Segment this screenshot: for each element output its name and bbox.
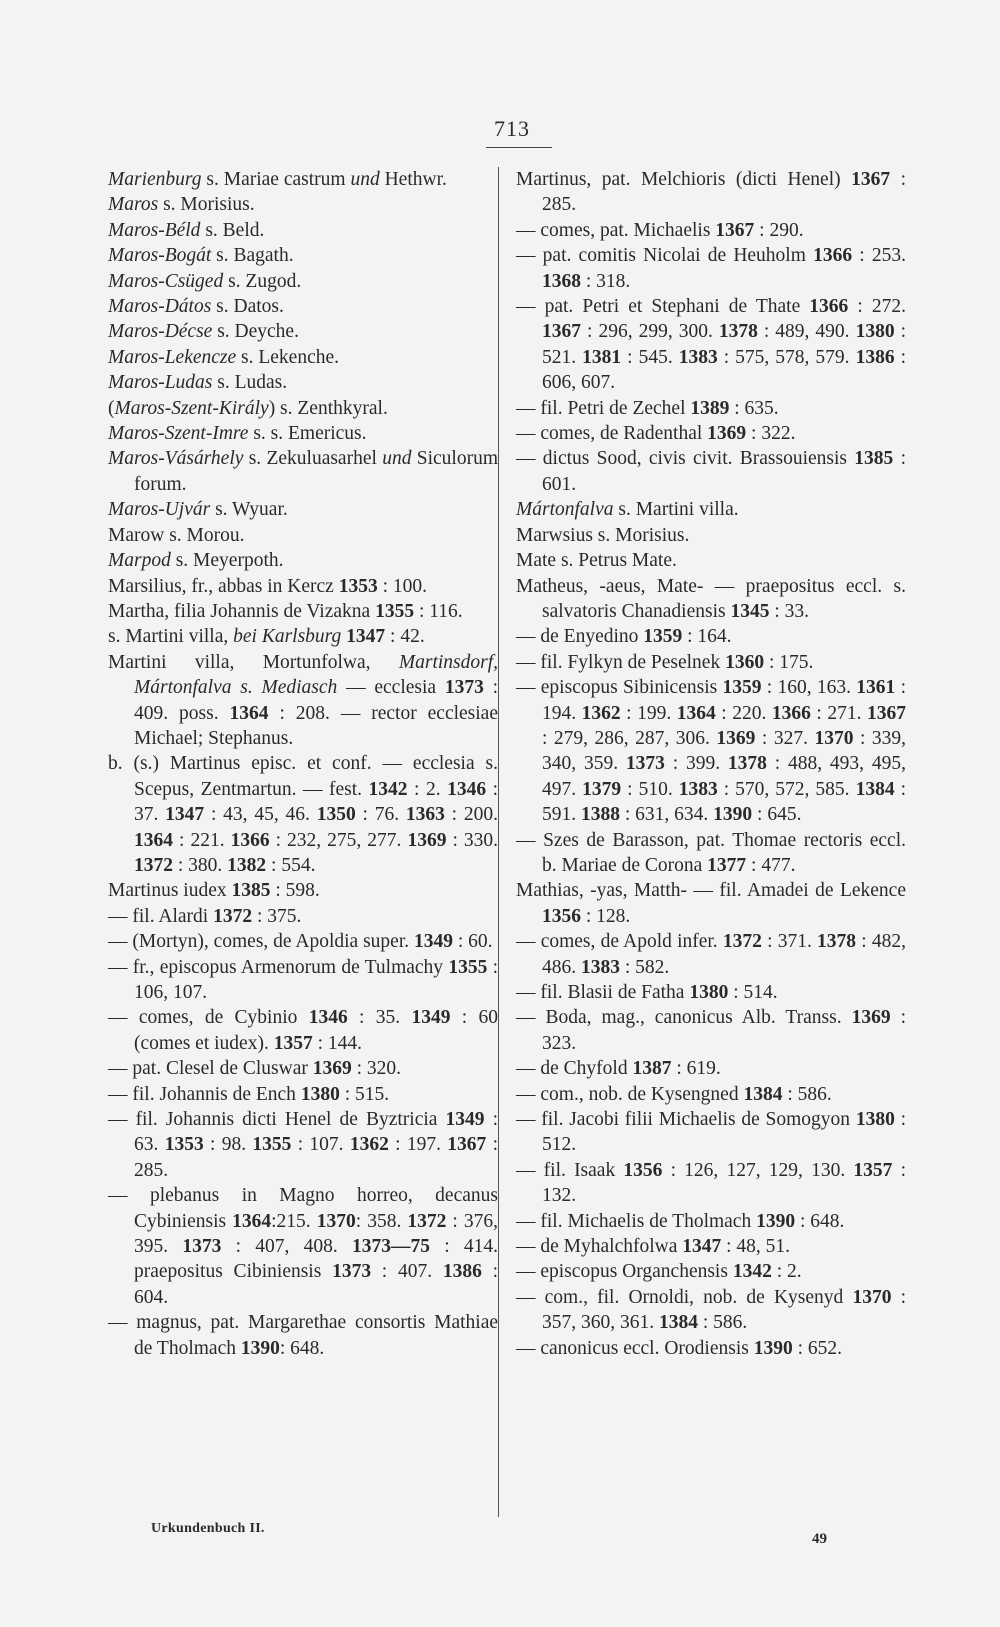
left-column — [108, 167, 498, 1361]
index-entry: Martha, filia Johannis de Vizakna 1355 : 116. — [108, 600, 463, 622]
index-entry: — dictus Sood, civis civit. Brassouiensis 1385 : 601. — [516, 448, 906, 495]
index-entry: Martini villa, Mortunfolwa, Martinsdorf, Mártonfalva s. Mediasch — ecclesia 1373 : 409. poss. 1364 : 208. — rector ecclesiae Michael; Stephanus. — [108, 651, 499, 749]
index-entry: — plebanus in Magno horreo, decanus Cybiniensis 1364:215. 1370: 358. 1372 : 376, 395. 1373 : 407, 408. 1373—75 : 414. praepositus Cibiniensis 1373 : 407. 1386 : 604. — [108, 1185, 499, 1308]
index-entry: — com., fil. Ornoldi, nob. de Kysenyd 1370 : 357, 360, 361. 1384 : 586. — [516, 1286, 906, 1334]
index-entry: — Szes de Barasson, pat. Thomae rectoris eccl. b. Mariae de Corona 1377 : 477. — [516, 829, 906, 876]
index-entry: — magnus, pat. Margarethae consortis Mathiae de Tholmach 1390: 648. — [108, 1312, 498, 1359]
footer-title: Urkundenbuch II. — [151, 1521, 265, 1536]
index-entry: Marpod s. Meyerpoth. — [108, 550, 284, 572]
index-entry: Maros-Ujvár s. Wyuar. — [108, 499, 288, 521]
index-entry: Martinus iudex 1385 : 598. — [108, 880, 320, 902]
index-entry: — fil. Michaelis de Tholmach 1390 : 648. — [516, 1210, 845, 1232]
index-entry: Mathias, -yas, Matth- — fil. Amadei de Lekence 1356 : 128. — [516, 880, 906, 927]
index-entry: — episcopus Sibinicensis 1359 : 160, 163. 1361 : 194. 1362 : 199. 1364 : 220. 1366 : 271. 1367 : 279, 286, 287, 306. 1369 : 327. 1370 : 339, 340, 359. 1373 : 399. 1378 : 488, 493, 495, 497. 1379 : 510. 1383 : 570, 572, 585. 1384 : 591. 1388 : 631, 634. 1390 : 645. — [516, 677, 907, 826]
index-entry: — comes, de Radenthal 1369 : 322. — [516, 423, 796, 445]
page-number: 713 — [494, 116, 530, 141]
index-entry: — fil. Petri de Zechel 1389 : 635. — [516, 397, 779, 419]
index-entry: — de Chyfold 1387 : 619. — [516, 1058, 721, 1080]
index-entry: (Maros-Szent-Király) s. Zenthkyral. — [108, 397, 388, 419]
index-entry: Marwsius s. Morisius. — [516, 524, 690, 546]
index-entry: Marow s. Morou. — [108, 524, 245, 546]
index-entry: — fr., episcopus Armenorum de Tulmachy 1355 : 106, 107. — [108, 956, 498, 1003]
index-entry: — pat. Petri et Stephani de Thate 1366 : 272. 1367 : 296, 299, 300. 1378 : 489, 490. 1380 : 521. 1381 : 545. 1383 : 575, 578, 579. 1386 : 606, 607. — [516, 296, 907, 394]
index-entry: — de Enyedino 1359 : 164. — [516, 626, 732, 648]
index-entry: — canonicus eccl. Orodiensis 1390 : 652. — [516, 1337, 843, 1359]
index-entry: — comes, de Cybinio 1346 : 35. 1349 : 60 (comes et iudex). 1357 : 144. — [108, 1007, 498, 1054]
signature-mark: 49 — [812, 1531, 827, 1547]
index-entry: — pat. Clesel de Cluswar 1369 : 320. — [108, 1058, 402, 1080]
index-entry: Maros-Dátos s. Datos. — [108, 296, 284, 318]
page-number-underline — [486, 147, 552, 148]
index-entry: Maros-Béld s. Beld. — [108, 219, 265, 241]
right-column — [516, 167, 906, 1361]
index-entry: Matheus, -aeus, Mate- — praepositus eccl. s. salvatoris Chanadiensis 1345 : 33. — [516, 575, 906, 622]
index-entry: — episcopus Organchensis 1342 : 2. — [516, 1261, 802, 1283]
index-entry: Maros-Vásárhely s. Zekuluasarhel und Siculorum forum. — [108, 448, 498, 495]
index-entry: Maros-Décse s. Deyche. — [108, 321, 299, 343]
index-entry: — de Myhalchfolwa 1347 : 48, 51. — [516, 1236, 791, 1258]
column-divider — [498, 167, 499, 1517]
index-entry: Mártonfalva s. Martini villa. — [516, 499, 739, 521]
index-entry: Martinus, pat. Melchioris (dicti Henel) 1367 : 285. — [516, 169, 906, 216]
index-entry: b. (s.) Martinus episc. et conf. — ecclesia s. Scepus, Zentmartun. — fest. 1342 : 2. 1346 : 37. 1347 : 43, 45, 46. 1350 : 76. 1363 : 200. 1364 : 221. 1366 : 232, 275, 277. 1369 : 330. 1372 : 380. 1382 : 554. — [108, 753, 499, 876]
index-entry: — comes, de Apold infer. 1372 : 371. 1378 : 482, 486. 1383 : 582. — [516, 931, 906, 978]
index-entry: — Boda, mag., canonicus Alb. Transs. 1369 : 323. — [516, 1007, 906, 1054]
index-entry: — (Mortyn), comes, de Apoldia super. 1349 : 60. — [108, 931, 493, 953]
index-entry: Maros-Szent-Imre s. s. Emericus. — [108, 423, 367, 445]
index-entry: — fil. Isaak 1356 : 126, 127, 129, 130. 1357 : 132. — [516, 1159, 906, 1207]
index-entry: Mate s. Petrus Mate. — [516, 550, 677, 572]
index-entry: — fil. Fylkyn de Peselnek 1360 : 175. — [516, 651, 814, 673]
index-entry: Maros-Bogát s. Bagath. — [108, 245, 294, 267]
index-entry: Marsilius, fr., abbas in Kercz 1353 : 100. — [108, 575, 427, 597]
index-entry: — fil. Jacobi filii Michaelis de Somogyon 1380 : 512. — [516, 1109, 907, 1156]
index-entry: Maros-Lekencze s. Lekenche. — [108, 346, 340, 368]
index-entry: Maros s. Morisius. — [108, 194, 255, 216]
index-entry: — fil. Johannis dicti Henel de Byztricia 1349 : 63. 1353 : 98. 1355 : 107. 1362 : 197. 1367 : 285. — [108, 1109, 499, 1181]
index-entry: Marienburg s. Mariae castrum und Hethwr. — [108, 169, 447, 190]
index-entry: — comes, pat. Michaelis 1367 : 290. — [516, 219, 804, 241]
index-entry: — fil. Alardi 1372 : 375. — [108, 905, 302, 927]
index-entry: — com., nob. de Kysengned 1384 : 586. — [516, 1083, 832, 1105]
index-entry: s. Martini villa, bei Karlsburg 1347 : 42. — [108, 626, 425, 648]
index-entry: — pat. comitis Nicolai de Heuholm 1366 : 253. 1368 : 318. — [516, 245, 906, 292]
index-entry: — fil. Johannis de Ench 1380 : 515. — [108, 1083, 390, 1105]
index-entry: — fil. Blasii de Fatha 1380 : 514. — [516, 982, 778, 1003]
index-entry: Maros-Ludas s. Ludas. — [108, 372, 288, 394]
index-entry: Maros-Csüged s. Zugod. — [108, 270, 302, 292]
